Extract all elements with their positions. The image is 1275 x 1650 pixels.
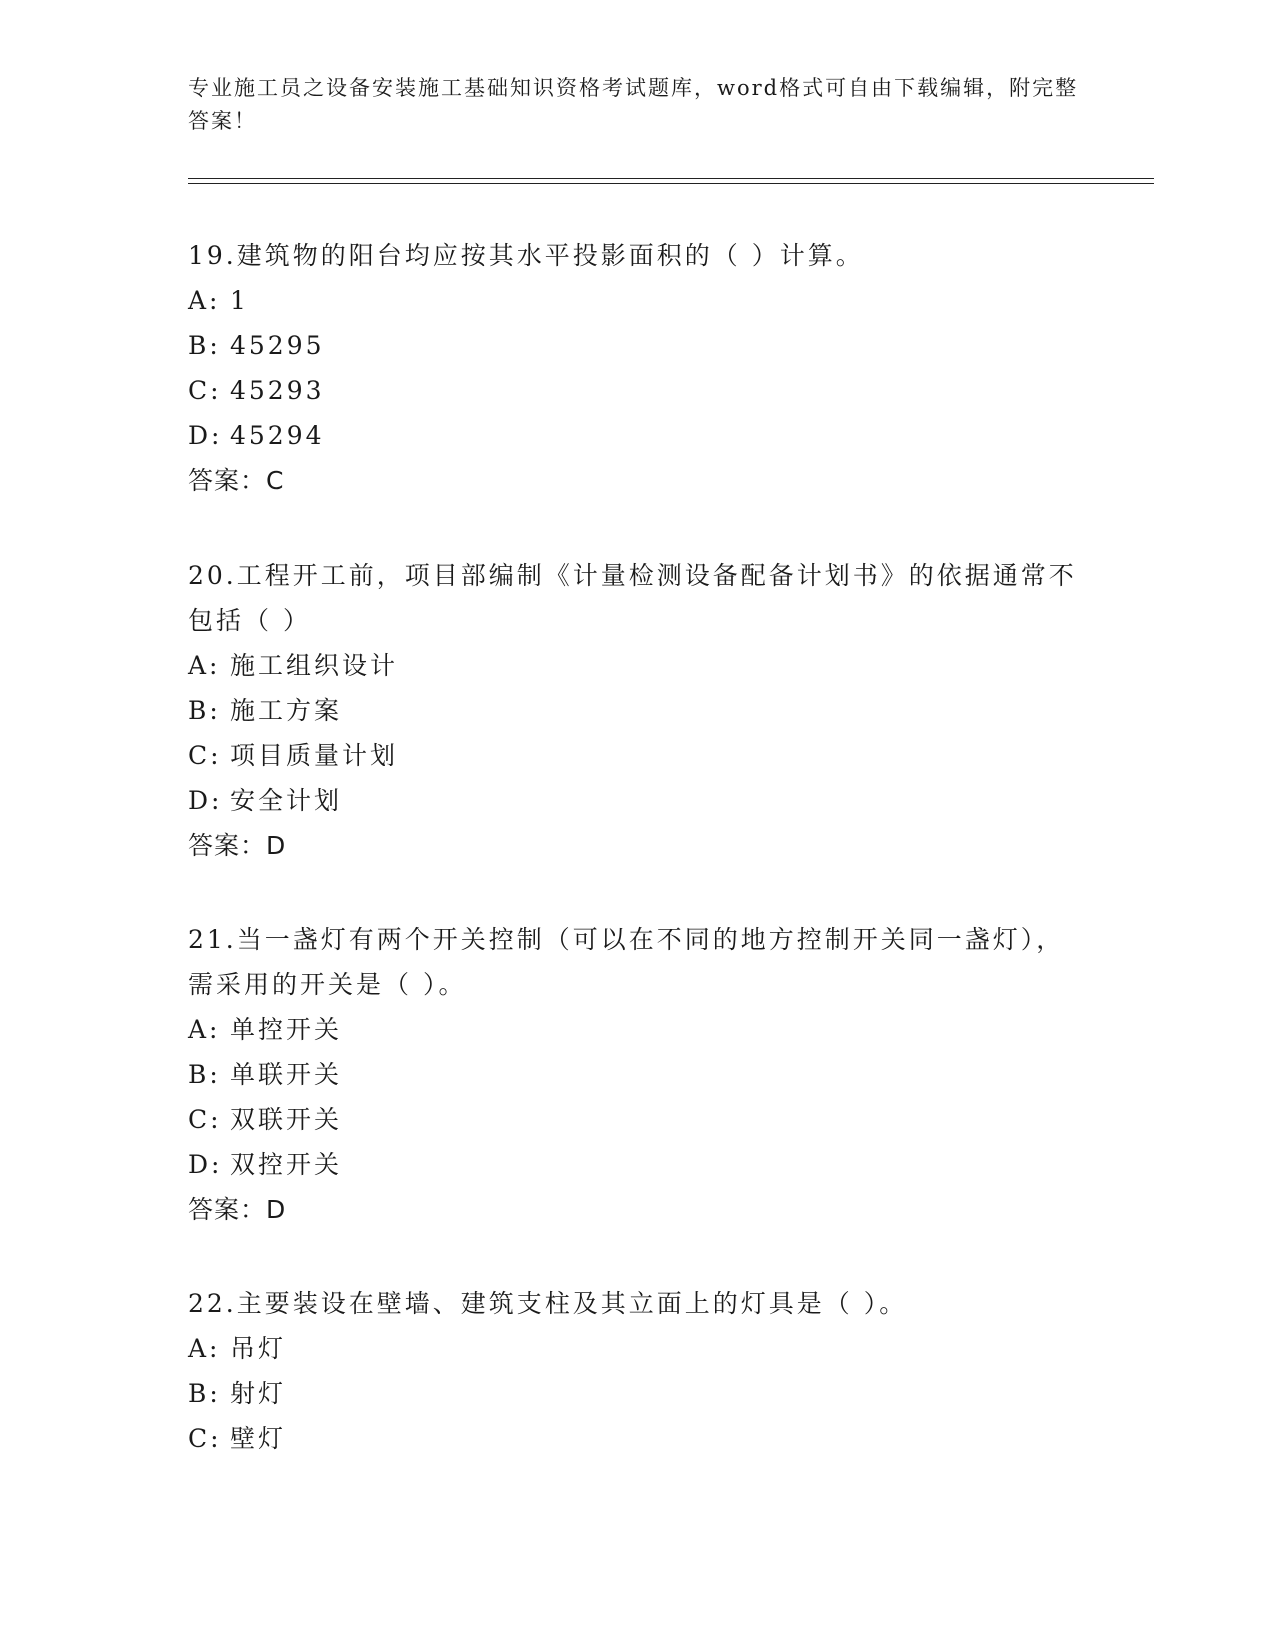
option-text: 项目质量计划 (230, 741, 399, 770)
option-key: A: (188, 286, 221, 315)
option-key: A: (188, 651, 221, 680)
option-b (188, 688, 1088, 733)
option-a (188, 278, 1088, 323)
question-stem: 19.建筑物的阳台均应按其水平投影面积的（ ）计算。 (188, 241, 864, 270)
option-text: 双联开关 (230, 1105, 343, 1134)
option-key: C: (188, 1105, 222, 1134)
option-key: C: (188, 376, 222, 405)
option-text: 射灯 (230, 1379, 287, 1408)
option-text: 施工方案 (230, 696, 343, 725)
option-c (188, 1097, 1088, 1142)
question-19 (188, 233, 1088, 503)
answer: 答案：D (188, 831, 287, 860)
option-a (188, 643, 1088, 688)
option-d (188, 1142, 1088, 1187)
option-text: 施工组织设计 (230, 651, 399, 680)
option-text: 45293 (230, 376, 325, 405)
header-divider-top (188, 178, 1154, 179)
option-text: 安全计划 (230, 786, 343, 815)
document-header: 专业施工员之设备安装施工基础知识资格考试题库，word格式可自由下载编辑，附完整答案！ (188, 76, 1079, 133)
option-text: 1 (230, 286, 249, 315)
question-22 (188, 1281, 1088, 1461)
question-stem: 20.工程开工前，项目部编制《计量检测设备配备计划书》的依据通常不包括（ ） (188, 561, 1077, 635)
option-b (188, 323, 1088, 368)
option-key: A: (188, 1015, 221, 1044)
option-key: C: (188, 1424, 222, 1453)
option-d (188, 778, 1088, 823)
option-text: 壁灯 (230, 1424, 287, 1453)
question-21 (188, 917, 1088, 1232)
option-text: 单控开关 (230, 1015, 343, 1044)
option-key: D: (188, 786, 223, 815)
option-key: A: (188, 1334, 221, 1363)
option-key: B: (188, 1379, 221, 1408)
question-stem: 22.主要装设在壁墙、建筑支柱及其立面上的灯具是（ ）。 (188, 1289, 908, 1318)
option-text: 45295 (230, 331, 325, 360)
option-text: 45294 (230, 421, 325, 450)
option-b (188, 1052, 1088, 1097)
option-key: C: (188, 741, 222, 770)
option-text: 双控开关 (230, 1150, 343, 1179)
answer: 答案：C (188, 466, 285, 495)
header-divider-bottom (188, 183, 1154, 184)
question-stem: 21.当一盏灯有两个开关控制（可以在不同的地方控制开关同一盏灯），需采用的开关是（ ）。 (188, 925, 1065, 999)
option-key: B: (188, 696, 221, 725)
question-20 (188, 553, 1088, 868)
option-c (188, 1416, 1088, 1461)
option-key: D: (188, 421, 223, 450)
option-key: D: (188, 1150, 223, 1179)
option-a (188, 1326, 1088, 1371)
option-b (188, 1371, 1088, 1416)
option-text: 吊灯 (230, 1334, 287, 1363)
option-key: B: (188, 331, 221, 360)
option-c (188, 368, 1088, 413)
option-a (188, 1007, 1088, 1052)
option-text: 单联开关 (230, 1060, 343, 1089)
option-key: B: (188, 1060, 221, 1089)
answer: 答案：D (188, 1195, 287, 1224)
option-d (188, 413, 1088, 458)
option-c (188, 733, 1088, 778)
